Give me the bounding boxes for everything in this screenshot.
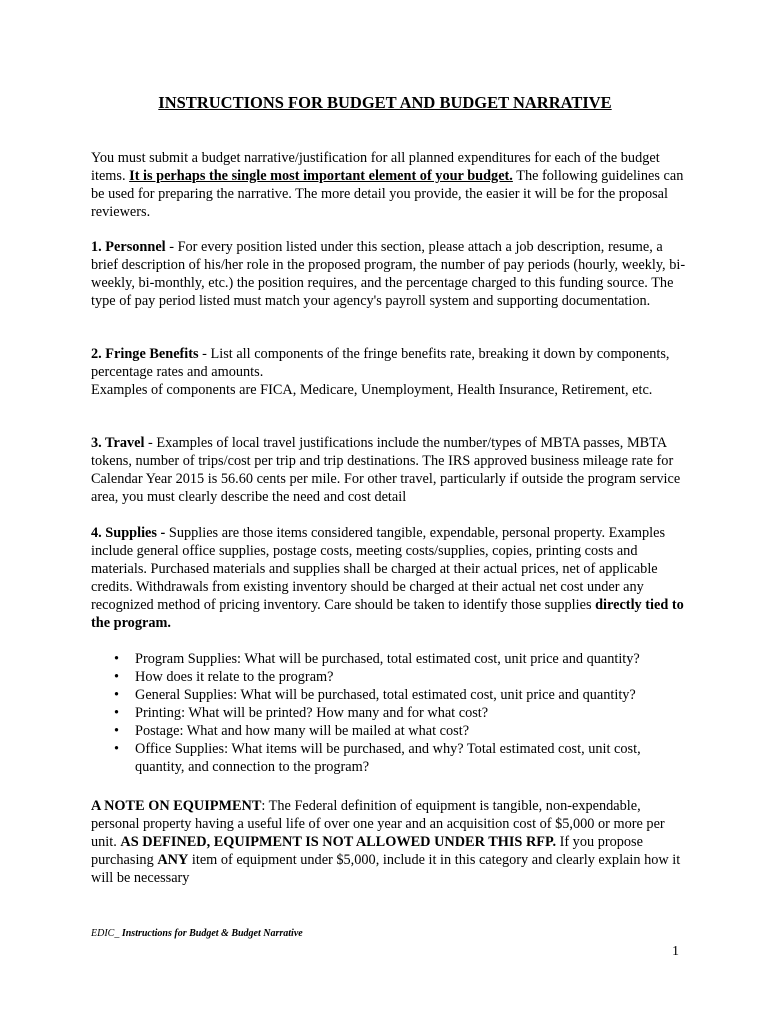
intro-text-2: The following guidelines can be used for preparing the narrative. The more detail you provide, the easier it will be for the proposal reviewers.: [91, 168, 684, 220]
equipment-text-2: If you propose purchasing: [91, 834, 643, 868]
page-number: 1: [672, 944, 679, 959]
personnel-section: [91, 238, 691, 310]
supplies-body: Supplies are those items considered tangible, expendable, personal property. Examples include general office supplies, postage costs, meeting costs/supplies, copies, printing costs and materials. Purchased materials and supplies shall be charged at their actual prices, net of applicable credits. Withdrawals from existing inventory should be charged at their actual net cost under any recognized method of pricing inventory. Care should be taken to identify those supplies: [91, 525, 666, 613]
footer-prefix: EDIC_: [91, 928, 122, 939]
equipment-text-3: item of equipment under $5,000, include it in this category and clearly explain how it will be necessary: [91, 852, 681, 886]
list-item: • General Supplies: What will be purchased, total estimated cost, unit price and quantity?: [91, 686, 691, 704]
personnel-heading: 1. Personnel: [91, 239, 166, 255]
page-footer: [91, 928, 303, 939]
list-item: • Postage: What and how many will be mailed at what cost?: [91, 722, 691, 740]
supplies-heading: 4. Supplies -: [91, 525, 166, 541]
fringe-examples: Examples of components are FICA, Medicare, Unemployment, Health Insurance, Retirement, etc.: [91, 382, 653, 398]
fringe-section: [91, 345, 691, 399]
fringe-body: - List all components of the fringe benefits rate, breaking it down by components, percentage rates and amounts.: [91, 346, 670, 380]
travel-heading: 3. Travel: [91, 435, 145, 451]
equipment-heading: A NOTE ON EQUIPMENT: [91, 798, 262, 814]
list-item: • Printing: What will be printed? How many and for what cost?: [91, 704, 691, 722]
travel-section: [91, 434, 691, 506]
page-title: INSTRUCTIONS FOR BUDGET AND BUDGET NARRATIVE: [158, 93, 612, 112]
travel-body: - Examples of local travel justifications include the number/types of MBTA passes, MBTA tokens, number of trips/cost per trip and trip destinations. The IRS approved business mileage rate for Calendar Year 2015 is 56.60 cents per mile. For other travel, particularly if outside the program service area, you must clearly describe the need and cost detail: [91, 435, 681, 505]
list-item: • How does it relate to the program?: [91, 668, 691, 686]
intro-paragraph: [91, 149, 691, 221]
fringe-heading: 2. Fringe Benefits: [91, 346, 199, 362]
intro-emphasis: It is perhaps the single most important element of your budget.: [129, 168, 513, 184]
equipment-text-1: : The Federal definition of equipment is tangible, non-expendable, personal property having a useful life of over one year and an acquisition cost of $5,000 or more per unit.: [91, 798, 665, 850]
personnel-body: - For every position listed under this section, please attach a job description, resume, a brief description of his/her role in the proposed program, the number of pay periods (hourly, weekly, bi-weekly, bi-monthly, etc.) the position requires, and the percentage charged to this funding source. The type of pay period listed must match your agency's payroll system and supporting documentation.: [91, 239, 686, 309]
list-item: • Program Supplies: What will be purchased, total estimated cost, unit price and quantity?: [91, 650, 691, 668]
supplies-bullet-list: [91, 650, 691, 776]
equipment-emphasis-1: AS DEFINED, EQUIPMENT IS NOT ALLOWED UNDER THIS RFP.: [120, 834, 557, 850]
intro-text-1: You must submit a budget narrative/justification for all planned expenditures for each of the budget items.: [91, 150, 660, 184]
equipment-emphasis-2: ANY: [157, 852, 189, 868]
supplies-emphasis: directly tied to the program.: [91, 597, 684, 631]
list-item: • Office Supplies: What items will be purchased, and why? Total estimated cost, unit cost, quantity, and connection to the program?: [91, 740, 691, 776]
equipment-note: [91, 797, 691, 887]
footer-label: Instructions for Budget & Budget Narrative: [121, 928, 303, 939]
supplies-section: [91, 524, 691, 632]
